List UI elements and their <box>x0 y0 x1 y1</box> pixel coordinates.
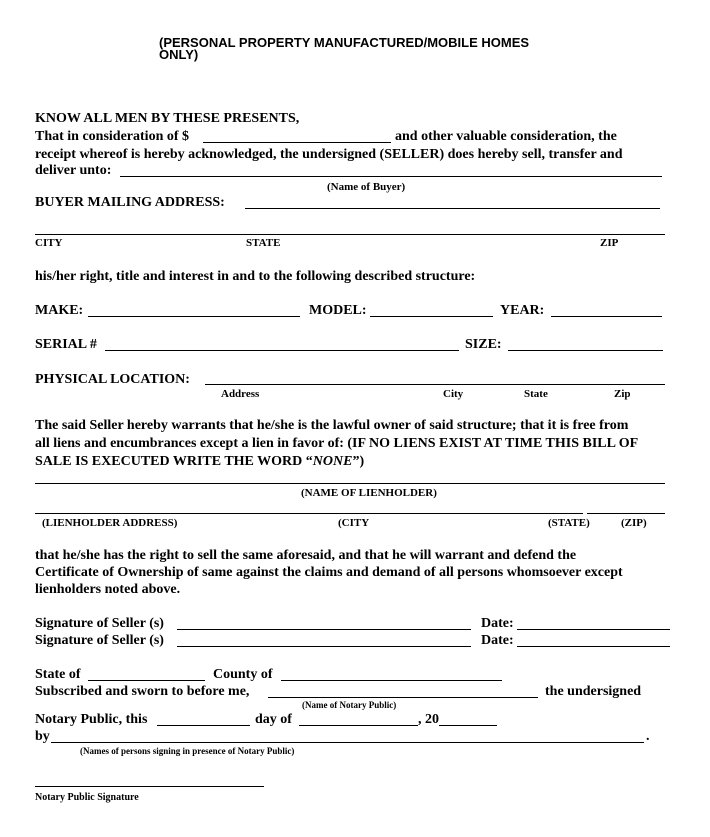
structure-intro: his/her right, title and interest in and to the following described structure: <box>35 269 476 284</box>
buyer-mailing-address-field[interactable] <box>245 193 660 209</box>
period-mark: . <box>646 729 650 744</box>
location-city-caption: City <box>443 388 464 400</box>
the-undersigned-label: the undersigned <box>545 684 642 699</box>
right-to-sell-line-2: Certificate of Ownership of same against the claims and demand of all persons whomsoever except <box>35 565 623 580</box>
buyer-name-field[interactable] <box>120 161 662 177</box>
comma-20-label: , 20 <box>418 712 439 727</box>
physical-location-label: PHYSICAL LOCATION: <box>35 372 190 387</box>
buyer-city-state-zip-field[interactable] <box>35 219 665 235</box>
warranty-line-1: The said Seller hereby warrants that he/she is the lawful owner of said structure; that it is free from <box>35 418 629 433</box>
right-to-sell-line-3: lienholders noted above. <box>35 582 181 597</box>
warranty-line-3-prefix: SALE IS EXECUTED WRITE THE WORD “ <box>35 454 313 469</box>
notary-name-field[interactable] <box>268 682 538 698</box>
make-field[interactable] <box>88 301 300 317</box>
notary-signature-caption: Notary Public Signature <box>35 792 139 803</box>
buyer-city-caption: CITY <box>35 237 63 249</box>
serial-field[interactable] <box>105 335 459 351</box>
day-of-label: day of <box>255 712 292 727</box>
know-all-men-heading: KNOW ALL MEN BY THESE PRESENTS, <box>35 111 300 126</box>
lienholder-city-caption: (CITY <box>338 517 370 529</box>
header-line-1: (PERSONAL PROPERTY MANUFACTURED/MOBILE HOMES <box>159 35 530 50</box>
name-of-notary-caption: (Name of Notary Public) <box>302 700 397 710</box>
year-label: YEAR: <box>500 303 545 318</box>
size-field[interactable] <box>508 335 663 351</box>
buyer-zip-caption: ZIP <box>600 237 619 249</box>
size-label: SIZE: <box>465 337 502 352</box>
subscribed-label: Subscribed and sworn to before me, <box>35 684 250 699</box>
warranty-line-3-suffix: ”) <box>352 454 365 469</box>
notary-signature-line[interactable] <box>35 786 264 787</box>
buyer-mailing-address-label: BUYER MAILING ADDRESS: <box>35 195 225 210</box>
names-signing-caption: (Names of persons signing in presence of Notary Public) <box>80 746 295 756</box>
seller-signature-label-1: Signature of Seller (s) <box>35 616 164 631</box>
consideration-label: That in consideration of $ <box>35 129 190 144</box>
lienholder-name-field[interactable] <box>35 468 665 484</box>
state-of-field[interactable] <box>88 665 205 681</box>
county-of-field[interactable] <box>281 665 502 681</box>
model-field[interactable] <box>370 301 493 317</box>
warranty-line-2: all liens and encumbrances except a lien in favor of: (IF NO LIENS EXIST AT TIME THIS BILL OF <box>35 436 639 451</box>
lienholder-zip-field[interactable] <box>587 498 665 514</box>
lienholder-address-caption: (LIENHOLDER ADDRESS) <box>42 517 178 529</box>
lienholder-state-caption: (STATE) <box>548 517 590 529</box>
physical-location-field[interactable] <box>205 369 665 385</box>
name-of-lienholder-caption: (NAME OF LIENHOLDER) <box>301 487 437 499</box>
seller-signature-field-1[interactable] <box>177 614 471 630</box>
location-zip-caption: Zip <box>614 388 631 400</box>
names-signing-field[interactable] <box>51 727 644 743</box>
lienholder-zip-caption: (ZIP) <box>621 517 647 529</box>
seller-date-field-2[interactable] <box>517 631 670 647</box>
buyer-state-caption: STATE <box>246 237 281 249</box>
county-of-label: County of <box>213 667 273 682</box>
by-label: by <box>35 729 50 744</box>
deliver-unto-label: deliver unto: <box>35 163 112 178</box>
location-address-caption: Address <box>221 388 260 400</box>
notary-day-field[interactable] <box>157 710 250 726</box>
seller-date-field-1[interactable] <box>517 614 670 630</box>
year-field[interactable] <box>551 301 662 317</box>
document-header <box>159 37 579 61</box>
notary-public-this-label: Notary Public, this <box>35 712 148 727</box>
location-state-caption: State <box>524 388 548 400</box>
seller-date-label-2: Date: <box>481 633 514 648</box>
notary-year-field[interactable] <box>439 710 497 726</box>
seller-signature-field-2[interactable] <box>177 631 471 647</box>
notary-month-field[interactable] <box>299 710 418 726</box>
consideration-suffix: and other valuable consideration, the <box>395 129 617 144</box>
right-to-sell-line-1: that he/she has the right to sell the same aforesaid, and that he will warrant and defend the <box>35 548 577 563</box>
serial-label: SERIAL # <box>35 337 97 352</box>
model-label: MODEL: <box>309 303 367 318</box>
state-of-label: State of <box>35 667 81 682</box>
consideration-amount-field[interactable] <box>203 127 391 143</box>
make-label: MAKE: <box>35 303 84 318</box>
receipt-line: receipt whereof is hereby acknowledged, the undersigned (SELLER) does hereby sell, transfer and <box>35 147 623 162</box>
none-word: NONE <box>312 454 353 469</box>
header-line-2: ONLY) <box>159 47 199 62</box>
lienholder-address-field[interactable] <box>35 498 583 514</box>
name-of-buyer-caption: (Name of Buyer) <box>327 181 406 193</box>
seller-date-label-1: Date: <box>481 616 514 631</box>
seller-signature-label-2: Signature of Seller (s) <box>35 633 164 648</box>
